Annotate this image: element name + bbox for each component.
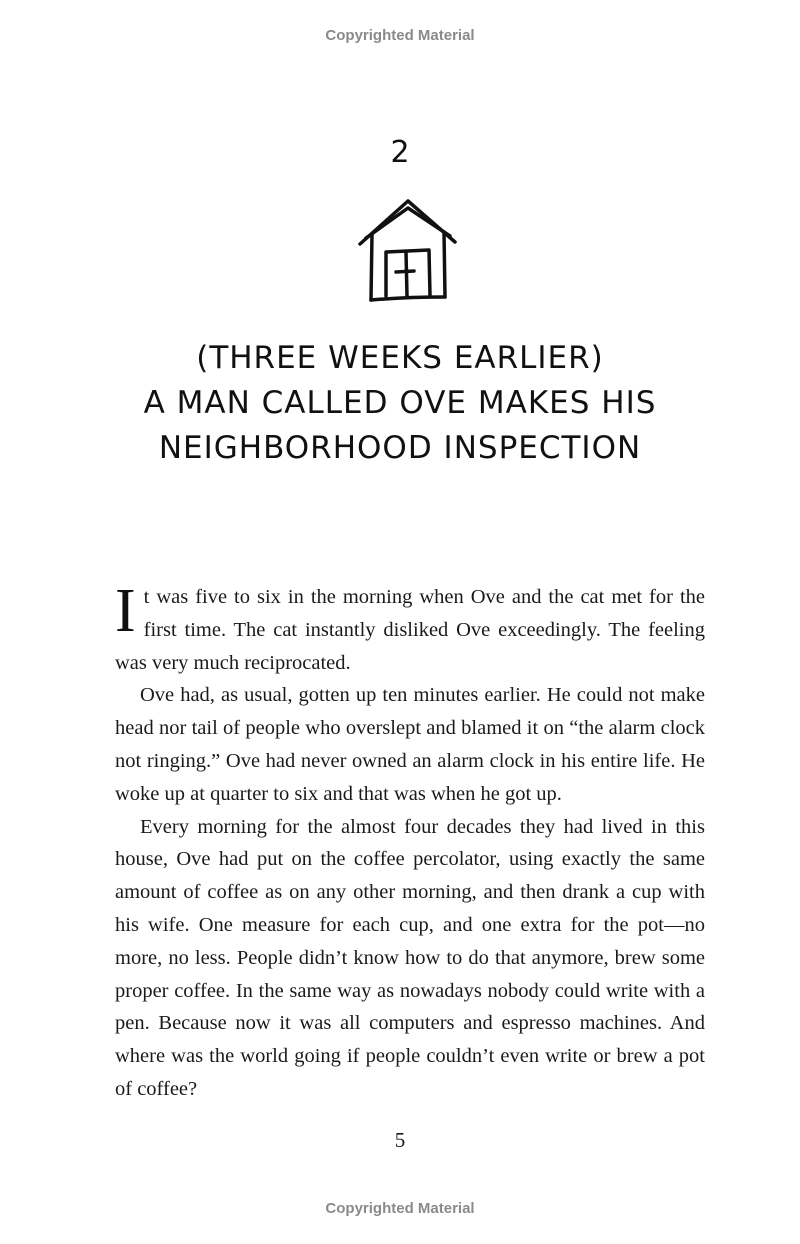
chapter-number: 2 xyxy=(390,135,410,170)
body-text xyxy=(115,577,705,1106)
page-number: 5 xyxy=(394,1128,406,1152)
paragraph xyxy=(115,577,705,679)
watermark-top: Copyrighted Material xyxy=(325,27,475,44)
chapter-title xyxy=(0,336,800,471)
paragraph: Every morning for the almost four decades they had lived in this house, Ove had put on the coffee percolator, using exactly the same amount of coffee as on any other morning, and then drank a cup with his wife. One measure for each cup, and one extra for the pot—no more, no less. People didn’t know how to do that anymore, brew some proper coffee. In the same way as nowadays nobody could write with a pen. Because now it was all computers and espresso machines. And where was the world going if people couldn’t even write or brew a pot of coffee? xyxy=(115,815,705,1100)
paragraph: Ove had, as usual, gotten up ten minutes earlier. He could not make head nor tail of people who overslept and blamed it on “the alarm clock not ringing.” Ove had never owned an alarm clock in his entire life. He woke up at quarter to six and that was when he got up. xyxy=(115,684,705,805)
drop-cap: I xyxy=(115,577,136,645)
chapter-title-line: NEIGHBORHOOD INSPECTION xyxy=(158,430,642,466)
watermark-bottom: Copyrighted Material xyxy=(325,1200,475,1217)
paragraph-text: t was five to six in the morning when Ove and the cat met for the first time. The cat instantly disliked Ove exceedingly. The feeling was very much reciprocated. xyxy=(115,586,705,674)
house-icon xyxy=(356,196,460,304)
chapter-title-line: A MAN CALLED OVE MAKES HIS xyxy=(143,385,657,421)
chapter-title-line: (THREE WEEKS EARLIER) xyxy=(196,340,604,376)
